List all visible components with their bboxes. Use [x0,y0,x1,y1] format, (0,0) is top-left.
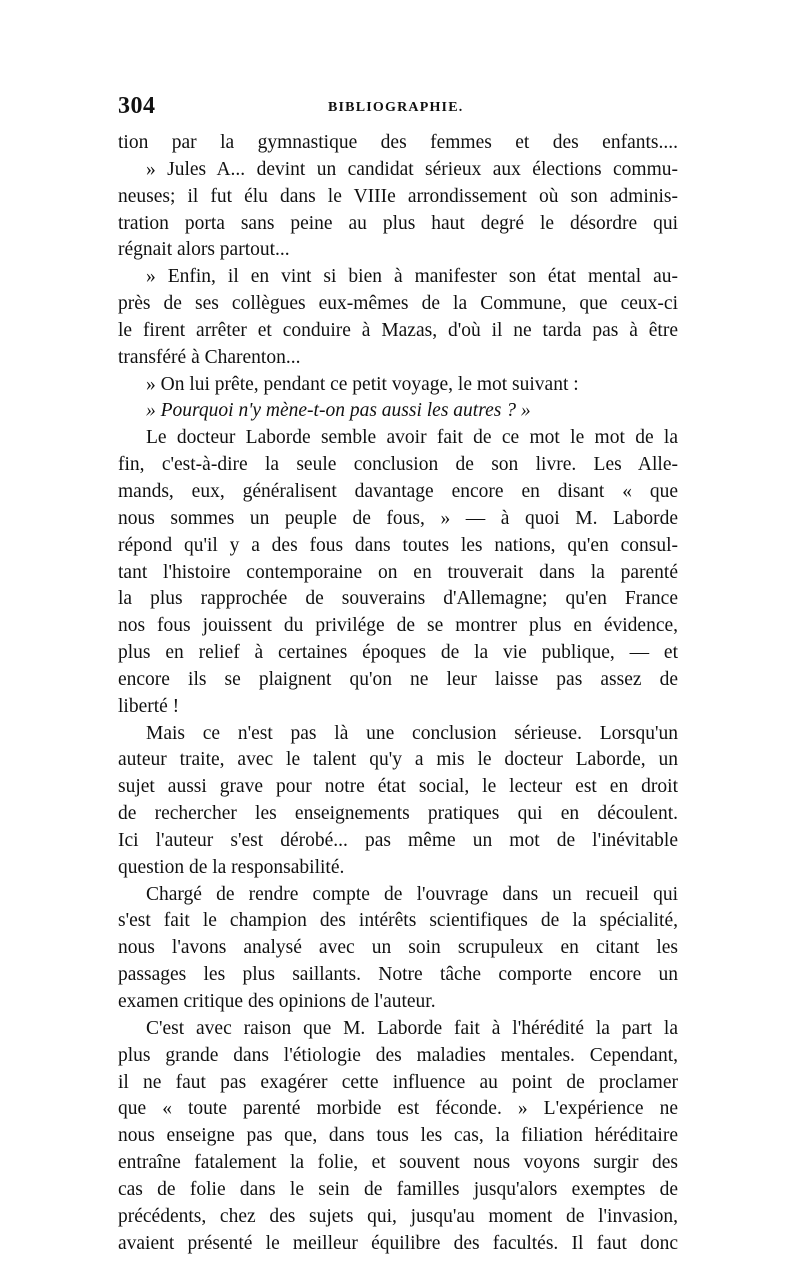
text-line: près de ses collègues eux-mêmes de la Commune, que ceux-ci [118,293,678,315]
text-line: liberté ! [118,695,180,717]
text-line: » Jules A... devint un candidat sérieux aux élections commu- [146,158,678,180]
text-line: auteur traite, avec le talent qu'y a mis le docteur Laborde, un [118,749,678,771]
text-line: Chargé de rendre compte de l'ouvrage dans un recueil qui [146,883,678,905]
page-number: 304 [118,93,156,119]
text-line: tant l'histoire contemporaine on en trouverait dans la parenté [118,561,678,583]
text-line: nous sommes un peuple de fous, » — à quoi M. Laborde [118,507,678,529]
text-line: entraîne fatalement la folie, et souvent nous voyons surgir des [118,1152,678,1174]
text-line: Le docteur Laborde semble avoir fait de ce mot le mot de la [146,427,678,449]
text-line: C'est avec raison que M. Laborde fait à l'hérédité la part la [146,1017,678,1039]
text-line: plus grande dans l'étiologie des maladies mentales. Cependant, [118,1044,678,1066]
body-text [118,130,678,1257]
text-line: » Pourquoi n'y mène-t-on pas aussi les autres ? » [146,400,531,422]
text-line: Mais ce n'est pas là une conclusion sérieuse. Lorsqu'un [146,722,678,744]
text-line: passages les plus saillants. Notre tâche comporte encore un [118,964,678,986]
text-line: cas de folie dans le sein de familles jusqu'alors exemptes de [118,1178,678,1200]
text-line: le firent arrêter et conduire à Mazas, d'où il ne tarda pas à être [118,319,678,341]
text-line: neuses; il fut élu dans le VIIIe arrondissement où son adminis- [118,185,678,207]
text-line: régnait alors partout... [118,239,290,261]
text-line: nous enseigne pas que, dans tous les cas, la filiation héréditaire [118,1125,678,1147]
text-line: répond qu'il y a des fous dans toutes les nations, qu'en consul- [118,534,678,556]
text-line: examen critique des opinions de l'auteur. [118,991,436,1012]
text-line: nous l'avons analysé avec un soin scrupuleux en citant les [118,937,678,959]
text-line: encore ils se plaignent qu'on ne leur laisse pas assez de [118,668,678,690]
text-line: nos fous jouissent du privilége de se montrer plus en évidence, [118,615,678,637]
text-line: tion par la gymnastique des femmes et des enfants.... [118,132,678,153]
text-line: que « toute parenté morbide est féconde. » L'expérience ne [118,1098,678,1120]
text-line: avaient présenté le meilleur équilibre des facultés. Il faut donc [118,1232,678,1254]
running-title: BIBLIOGRAPHIE. [328,100,464,115]
text-line: plus en relief à certaines époques de la vie publique, — et [118,642,678,664]
page-header [118,93,678,125]
text-line: fin, c'est-à-dire la seule conclusion de son livre. Les Alle- [118,454,678,476]
text-line: mands, eux, généralisent davantage encore en disant « que [118,480,678,502]
text-line: » Enfin, il en vint si bien à manifester son état mental au- [146,266,678,288]
text-line: tration porta sans peine au plus haut degré le désordre qui [118,212,678,234]
text-line: question de la responsabilité. [118,856,345,878]
text-line: » On lui prête, pendant ce petit voyage, le mot suivant : [146,373,579,395]
text-line: de rechercher les enseignements pratiques qui en découlent. [118,803,678,825]
text-line: Ici l'auteur s'est dérobé... pas même un mot de l'inévitable [118,829,678,851]
text-line: la plus rapprochée de souverains d'Allemagne; qu'en France [118,588,678,610]
text-line: transféré à Charenton... [118,346,301,368]
text-line: sujet aussi grave pour notre état social, le lecteur est en droit [118,776,678,798]
text-line: il ne faut pas exagérer cette influence au point de proclamer [118,1071,678,1093]
text-line: s'est fait le champion des intérêts scientifiques de la spécialité, [118,910,678,932]
text-line: précédents, chez des sujets qui, jusqu'au moment de l'invasion, [118,1205,678,1227]
